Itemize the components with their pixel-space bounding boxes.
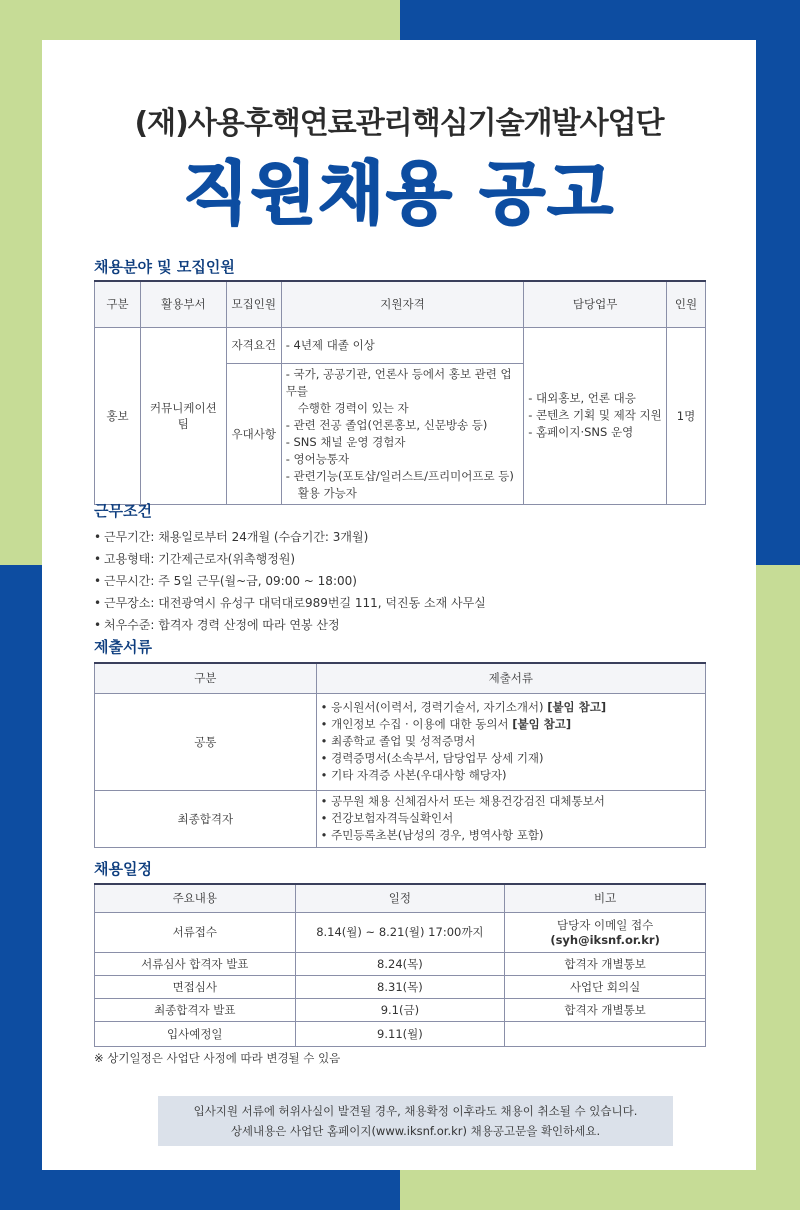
- col-header: 비고: [505, 884, 706, 912]
- schedule-date: 8.14(월) ~ 8.21(월) 17:00까지: [295, 912, 505, 952]
- schedule-item: 면접심사: [95, 975, 296, 998]
- col-header: 활용부서: [140, 281, 226, 327]
- section-documents-heading: 제출서류: [94, 638, 152, 656]
- organization-name: (재)사용후핵연료관리핵심기술개발사업단: [134, 106, 664, 141]
- recruit-dept: 커뮤니케이션팀: [140, 327, 226, 504]
- col-header: 구분: [95, 281, 141, 327]
- table-row: [95, 1021, 706, 1046]
- section-conditions-heading: 근무조건: [94, 502, 152, 520]
- col-header: 모집인원: [226, 281, 281, 327]
- conditions-list: [94, 526, 486, 636]
- schedule-note-text: ※ 상기일정은 사업단 사정에 따라 변경될 수 있음: [94, 1051, 341, 1065]
- preference-list: [281, 363, 524, 504]
- document-item: • 기타 자격증 사본(우대사항 해당자): [320, 768, 507, 782]
- document-item: • 건강보험자격득실확인서: [320, 811, 454, 825]
- table-row: [95, 998, 706, 1021]
- schedule-date: 8.31(목): [295, 975, 505, 998]
- col-header: 담당업무: [524, 281, 667, 327]
- table-row: [95, 912, 706, 952]
- document-item: • 공무원 채용 신체검사서 또는 채용건강검진 대체통보서: [320, 794, 605, 808]
- preference-item: - 영어능통자: [285, 451, 350, 466]
- table-row: [95, 952, 706, 975]
- footer-line: 상세내용은 사업단 홈페이지(www.iksnf.or.kr) 채용공고문을 확인하세요.: [230, 1124, 601, 1138]
- duty-item: - 홈페이지·SNS 운영: [528, 425, 634, 439]
- preference-item: - 관련 전공 졸업(언론홍보, 신문방송 등): [285, 417, 488, 432]
- condition-item: • 근무시간: 주 5일 근무(월~금, 09:00 ~ 18:00): [94, 570, 486, 592]
- contact-email: (syh@iksnf.or.kr): [550, 933, 660, 947]
- documents-table: [94, 662, 706, 848]
- schedule-item: 최종합격자 발표: [95, 998, 296, 1021]
- documents-list: [316, 790, 705, 847]
- schedule-item: 서류심사 합격자 발표: [95, 952, 296, 975]
- schedule-date: 8.24(목): [295, 952, 505, 975]
- requirement-value: - 4년제 대졸 이상: [281, 327, 524, 363]
- condition-item: • 처우수준: 합격자 경력 산정에 따라 연봉 산정: [94, 614, 486, 636]
- documents-list: [316, 693, 705, 790]
- col-header: 일정: [295, 884, 505, 912]
- document-item: • 응시원서(이력서, 경력기술서, 자기소개서) [붙임 참고]: [320, 700, 607, 714]
- schedule-date: 9.1(금): [295, 998, 505, 1021]
- page-title: 직원채용 공고: [183, 155, 615, 234]
- col-header: 인원: [667, 281, 706, 327]
- document-item: • 주민등록초본(남성의 경우, 병역사항 포함): [320, 828, 544, 842]
- footer-notice: [158, 1096, 673, 1146]
- preference-item: - 국가, 공공기관, 언론사 등에서 홍보 관련 업무를: [285, 366, 512, 398]
- preference-item: 활용 가능자: [297, 485, 357, 500]
- schedule-note: [505, 1021, 706, 1046]
- recruit-count: 1명: [667, 327, 706, 504]
- recruit-table: [94, 280, 706, 505]
- requirement-label: 자격요건: [226, 327, 281, 363]
- schedule-item: 입사예정일: [95, 1021, 296, 1046]
- recruit-category: 홍보: [95, 327, 141, 504]
- preference-label: 우대사항: [226, 363, 281, 504]
- preference-item: 수행한 경력이 있는 자: [297, 400, 409, 415]
- schedule-date: 9.11(월): [295, 1021, 505, 1046]
- condition-item: • 근무장소: 대전광역시 유성구 대덕대로989번길 111, 덕진동 소재 사무실: [94, 592, 486, 614]
- schedule-table: [94, 883, 706, 1047]
- schedule-note: 합격자 개별통보: [505, 998, 706, 1021]
- duty-item: - 콘텐츠 기획 및 제작 지원: [528, 408, 662, 422]
- col-header: 지원자격: [281, 281, 524, 327]
- schedule-item: 서류접수: [95, 912, 296, 952]
- col-header: 제출서류: [316, 663, 705, 693]
- schedule-note: 사업단 회의실: [505, 975, 706, 998]
- col-header: 구분: [95, 663, 317, 693]
- duties-cell: [524, 327, 667, 504]
- condition-item: • 근무기간: 채용일로부터 24개월 (수습기간: 3개월): [94, 526, 486, 548]
- preference-item: - 관련기능(포토샵/일러스트/프리미어프로 등): [285, 468, 514, 483]
- document-item: • 경력증명서(소속부서, 담당업무 상세 기재): [320, 751, 544, 765]
- condition-item: • 고용형태: 기간제근로자(위촉행정원): [94, 548, 486, 570]
- preference-item: - SNS 채널 운영 경험자: [285, 434, 406, 449]
- documents-row-label: 공통: [95, 693, 317, 790]
- duty-item: - 대외홍보, 언론 대응: [528, 391, 636, 405]
- documents-row-label: 최종합격자: [95, 790, 317, 847]
- schedule-note: 합격자 개별통보: [505, 952, 706, 975]
- schedule-note-line: 담당자 이메일 접수: [557, 918, 654, 932]
- section-schedule-heading: 채용일정: [94, 860, 152, 878]
- col-header: 주요내용: [95, 884, 296, 912]
- notice-panel: [42, 40, 756, 1170]
- footer-line: 입사지원 서류에 허위사실이 발견될 경우, 채용확정 이후라도 채용이 취소될 수 있습니다.: [193, 1104, 638, 1118]
- schedule-note: [505, 912, 706, 952]
- table-row: [95, 975, 706, 998]
- section-recruit-heading: 채용분야 및 모집인원: [94, 258, 235, 276]
- document-item: • 개인정보 수집 · 이용에 대한 동의서 [붙임 참고]: [320, 717, 572, 731]
- document-item: • 최종학교 졸업 및 성적증명서: [320, 734, 476, 748]
